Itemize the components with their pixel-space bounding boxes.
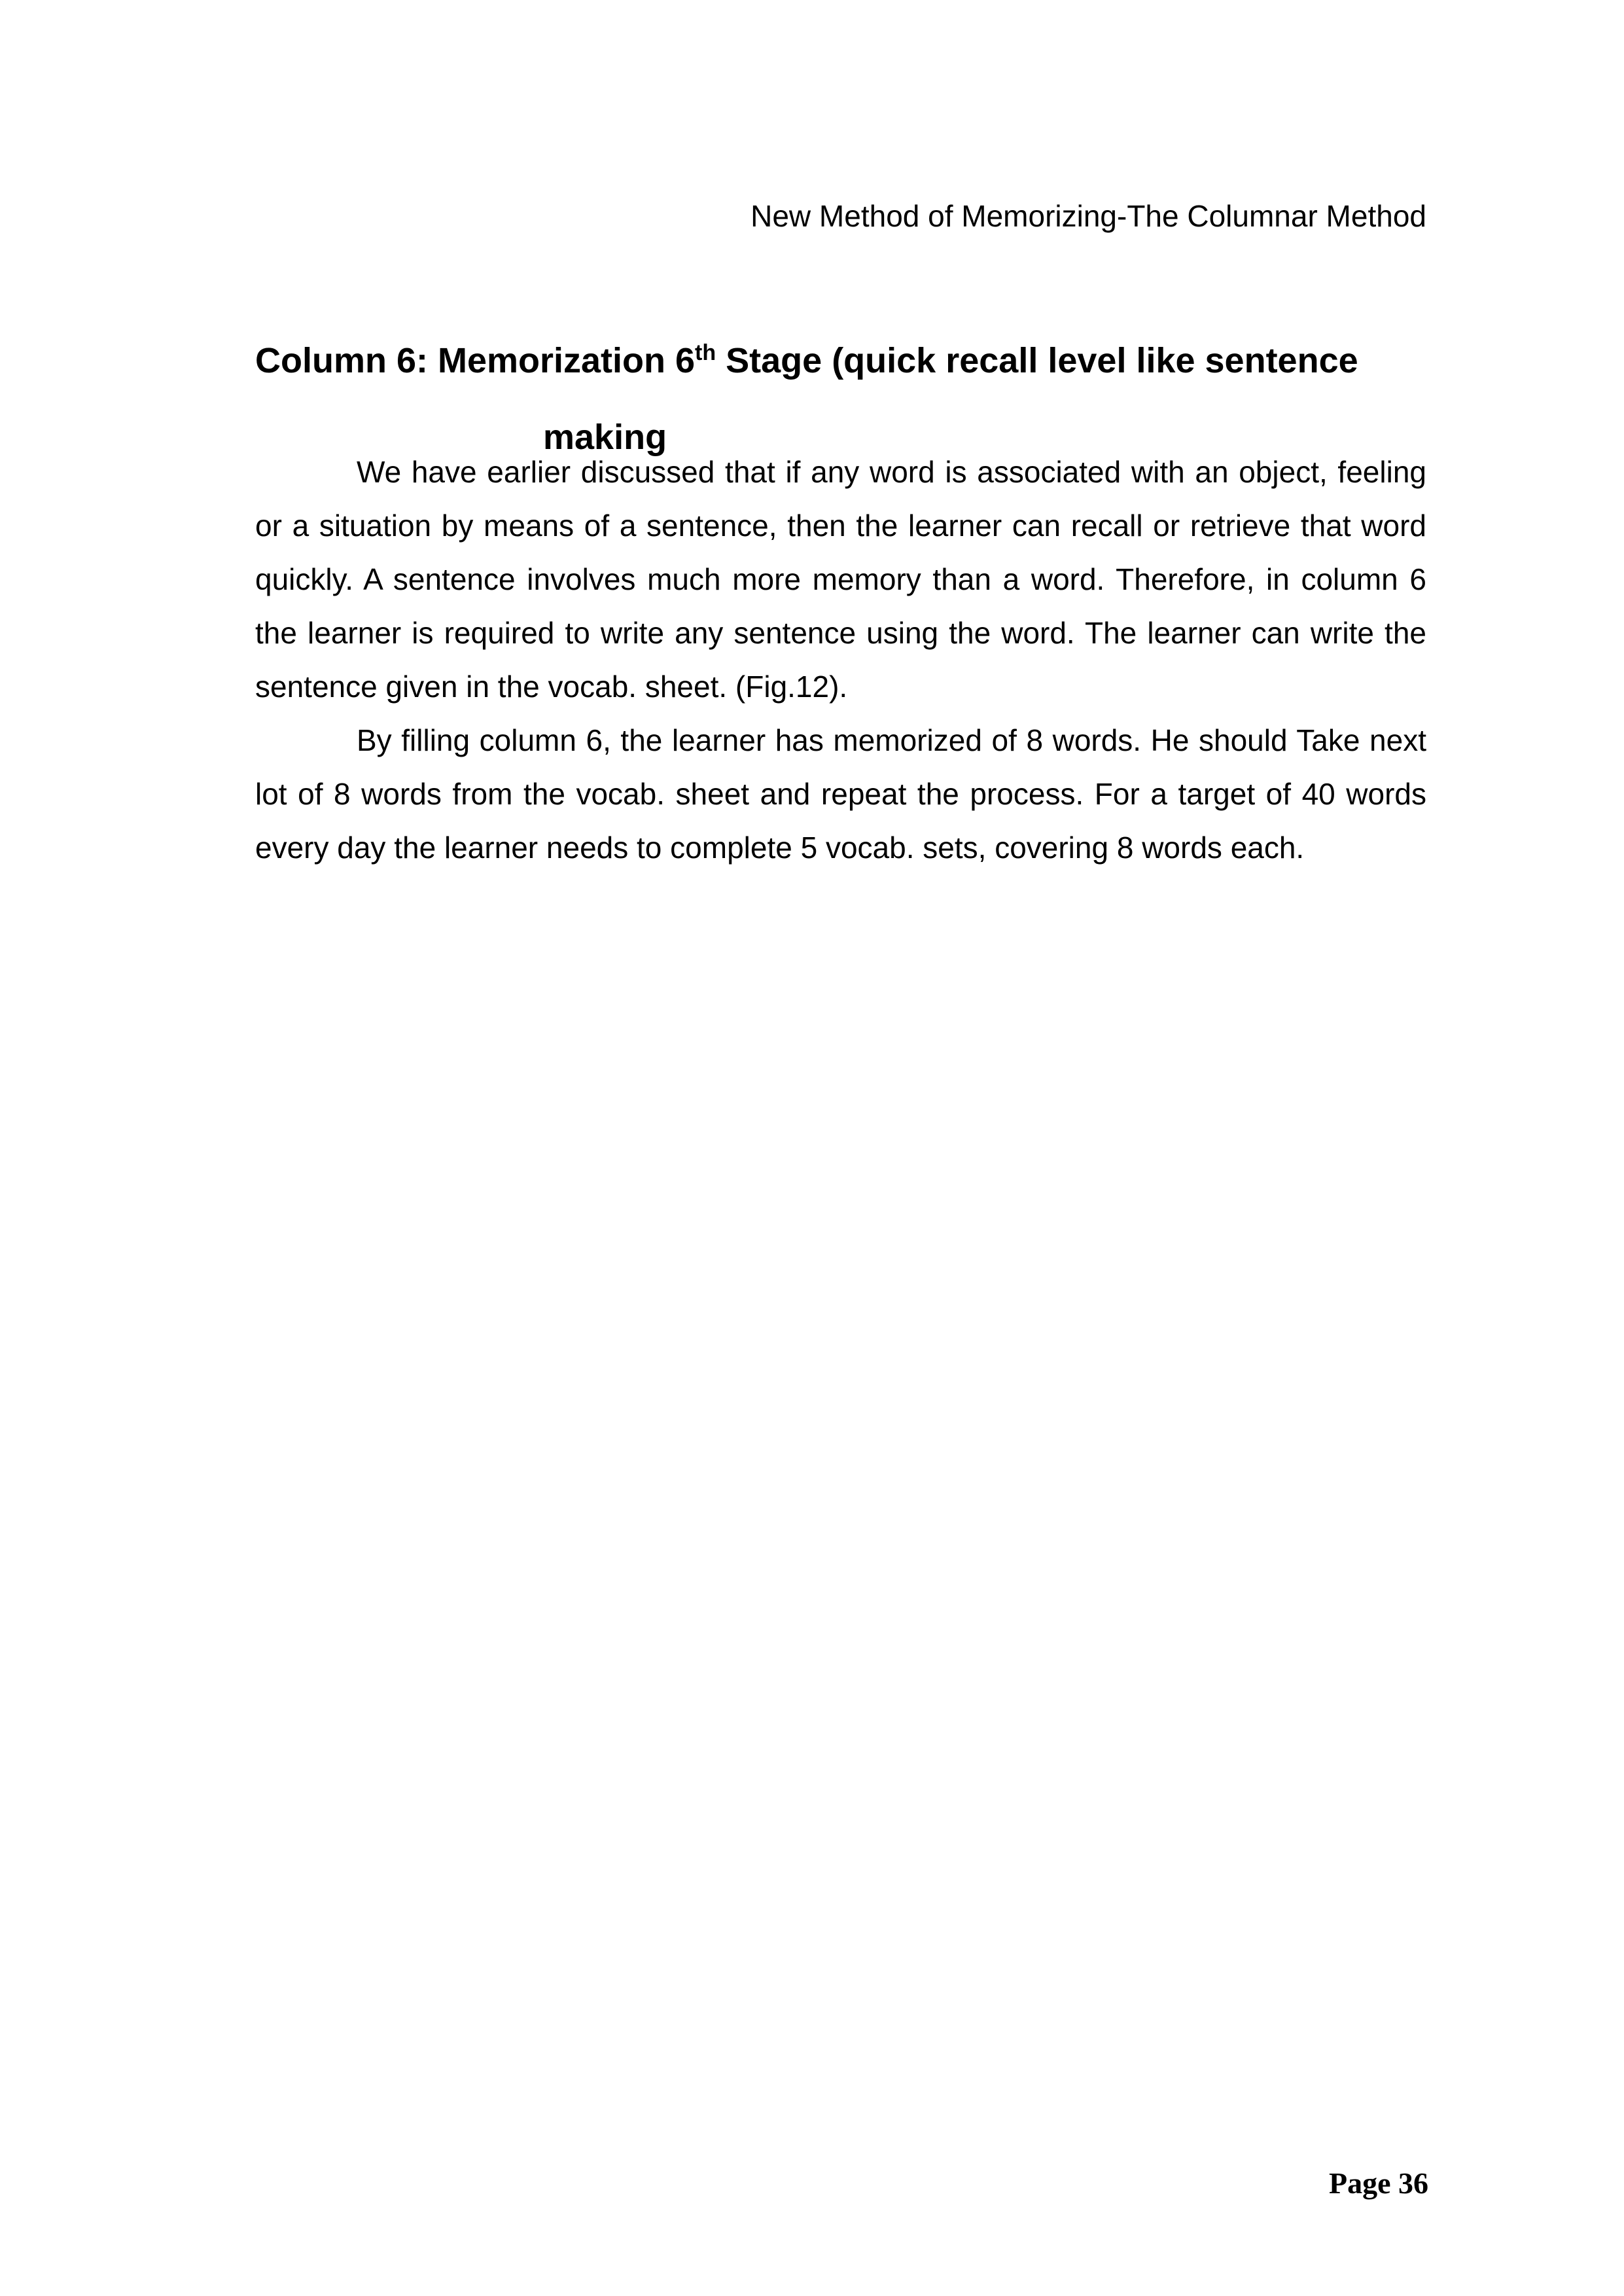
- body-line: sentence given in the vocab. sheet. (Fig.12).: [255, 670, 848, 704]
- paragraph: [255, 445, 1426, 713]
- running-header: New Method of Memorizing-The Columnar Method: [750, 199, 1426, 233]
- body-paragraphs: [255, 445, 1426, 874]
- body-line: We have earlier discussed that if any word is associated with an object, feeling: [357, 455, 1426, 489]
- paragraph: [255, 713, 1426, 874]
- body-line: quickly. A sentence involves much more memory than a word. Therefore, in column 6: [255, 562, 1426, 596]
- body-line: the learner is required to write any sentence using the word. The learner can write the: [255, 616, 1426, 650]
- body-line: By filling column 6, the learner has memorized of 8 words. He should Take next: [357, 723, 1426, 757]
- body-line: every day the learner needs to complete 5 vocab. sets, covering 8 words each.: [255, 831, 1305, 865]
- heading-line-2: making: [543, 418, 667, 457]
- ordinal-superscript: th: [695, 340, 716, 366]
- heading-text-pre: Column 6: Memorization 6: [255, 341, 696, 380]
- body-line: lot of 8 words from the vocab. sheet and repeat the process. For a target of 40 words: [255, 777, 1426, 811]
- body-line: or a situation by means of a sentence, then the learner can recall or retrieve that word: [255, 509, 1426, 543]
- heading-line-1: [255, 325, 1439, 401]
- page-number: Page 36: [1328, 2166, 1428, 2200]
- heading-text-post: Stage (quick recall level like sentence: [716, 341, 1358, 380]
